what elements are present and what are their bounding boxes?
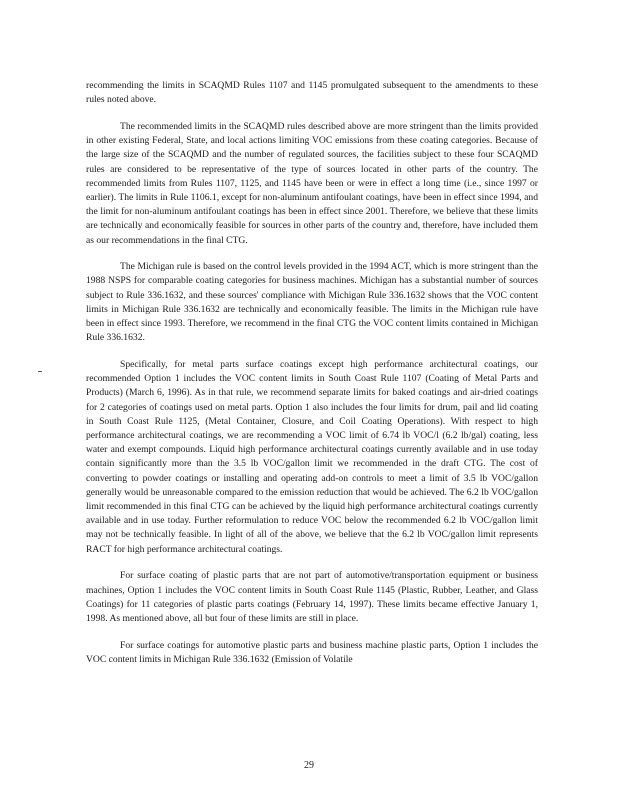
paragraph-2: The recommended limits in the SCAQMD rules described above are more stringent than the limits provided in other existing Federal, State, and local actions limiting VOC emissions from these coating categories. Because of the large size of the SCAQMD and the number of regulated sources, the facilities subject to these four SCAQMD rules are considered to be representative of the type of sources located in other parts of the country. The recommended limits from Rules 1107, 1125, and 1145 have been or were in effect a long time (i.e., since 1997 or earlier). The limits in Rule 1106.1, except for non-aluminum antifoulant coatings, have been in effect since 1994, and the limit for non-aluminum antifoulant coatings has been in effect since 2001. Therefore, we believe that these limits are technically and economically feasible for sources in other parts of the country and, therefore, have included them as our recommendations in the final CTG. [86, 120, 538, 246]
paragraph-1: recommending the limits in SCAQMD Rules 1107 and 1145 promulgated subsequent to the amendments to these rules noted above. [86, 80, 538, 106]
page-number: 29 [304, 760, 314, 771]
paragraph-6: For surface coatings for automotive plastic parts and business machine plastic parts, Option 1 includes the VOC content limits in Michigan Rule 336.1632 (Emission of Volatile [86, 639, 538, 665]
paragraph-5: For surface coating of plastic parts that are not part of automotive/transportation equipment or business machines, Option 1 includes the VOC content limits in South Coast Rule 1145 (Plastic, Rubber, Leather, and Glass Coatings) for 11 categories of plastic parts coatings (February 14, 1997). These limits became effective January 1, 1998. As mentioned above, all but four of these limits are still in place. [86, 570, 538, 624]
margin-mark [38, 371, 42, 372]
paragraph-4: Specifically, for metal parts surface coatings except high performance architectural coatings, our recommended Option 1 includes the VOC content limits in South Coast Rule 1107 (Coating of Metal Parts and Products) (March 6, 1996). As in that rule, we recommend separate limits for baked coatings and air-dried coatings for 2 categories of coatings used on metal parts. Option 1 also includes the four limits for drum, pail and lid coating in South Coast Rule 1125, (Metal Container, Closure, and Coil Coating Operations). With respect to high performance architectural coatings, we are recommending a VOC limit of 6.74 lb VOC/l (6.2 lb/gal) coating, less water and exempt compounds. Liquid high performance architectural coatings currently available and in use today contain significantly more than the 3.5 lb VOC/gallon limit we recommended in the draft CTG. The cost of converting to powder coatings or installing and operating add-on controls to meet a limit of 3.5 lb VOC/gallon generally would be unreasonable compared to the emission reduction that would be achieved. The 6.2 lb VOC/gallon limit recommended in this final CTG can be achieved by the liquid high performance architectural coatings currently available and in use today. Further reformulation to reduce VOC below the recommended 6.2 lb VOC/gallon limit may not be technically feasible. In light of all of the above, we believe that the 6.2 lb VOC/gallon limit represents RACT for high performance architectural coatings. [86, 358, 538, 555]
paragraph-3: The Michigan rule is based on the control levels provided in the 1994 ACT, which is more stringent than the 1988 NSPS for comparable coating categories for business machines. Michigan has a substantial number of sources subject to Rule 336.1632, and these sources' compliance with Michigan Rule 336.1632 shows that the VOC content limits in Michigan Rule 336.1632 are technically and economically feasible. The limits in the Michigan rule have been in effect since 1993. Therefore, we recommend in the final CTG the VOC content limits contained in Michigan Rule 336.1632. [86, 261, 538, 344]
body-text [86, 79, 538, 680]
